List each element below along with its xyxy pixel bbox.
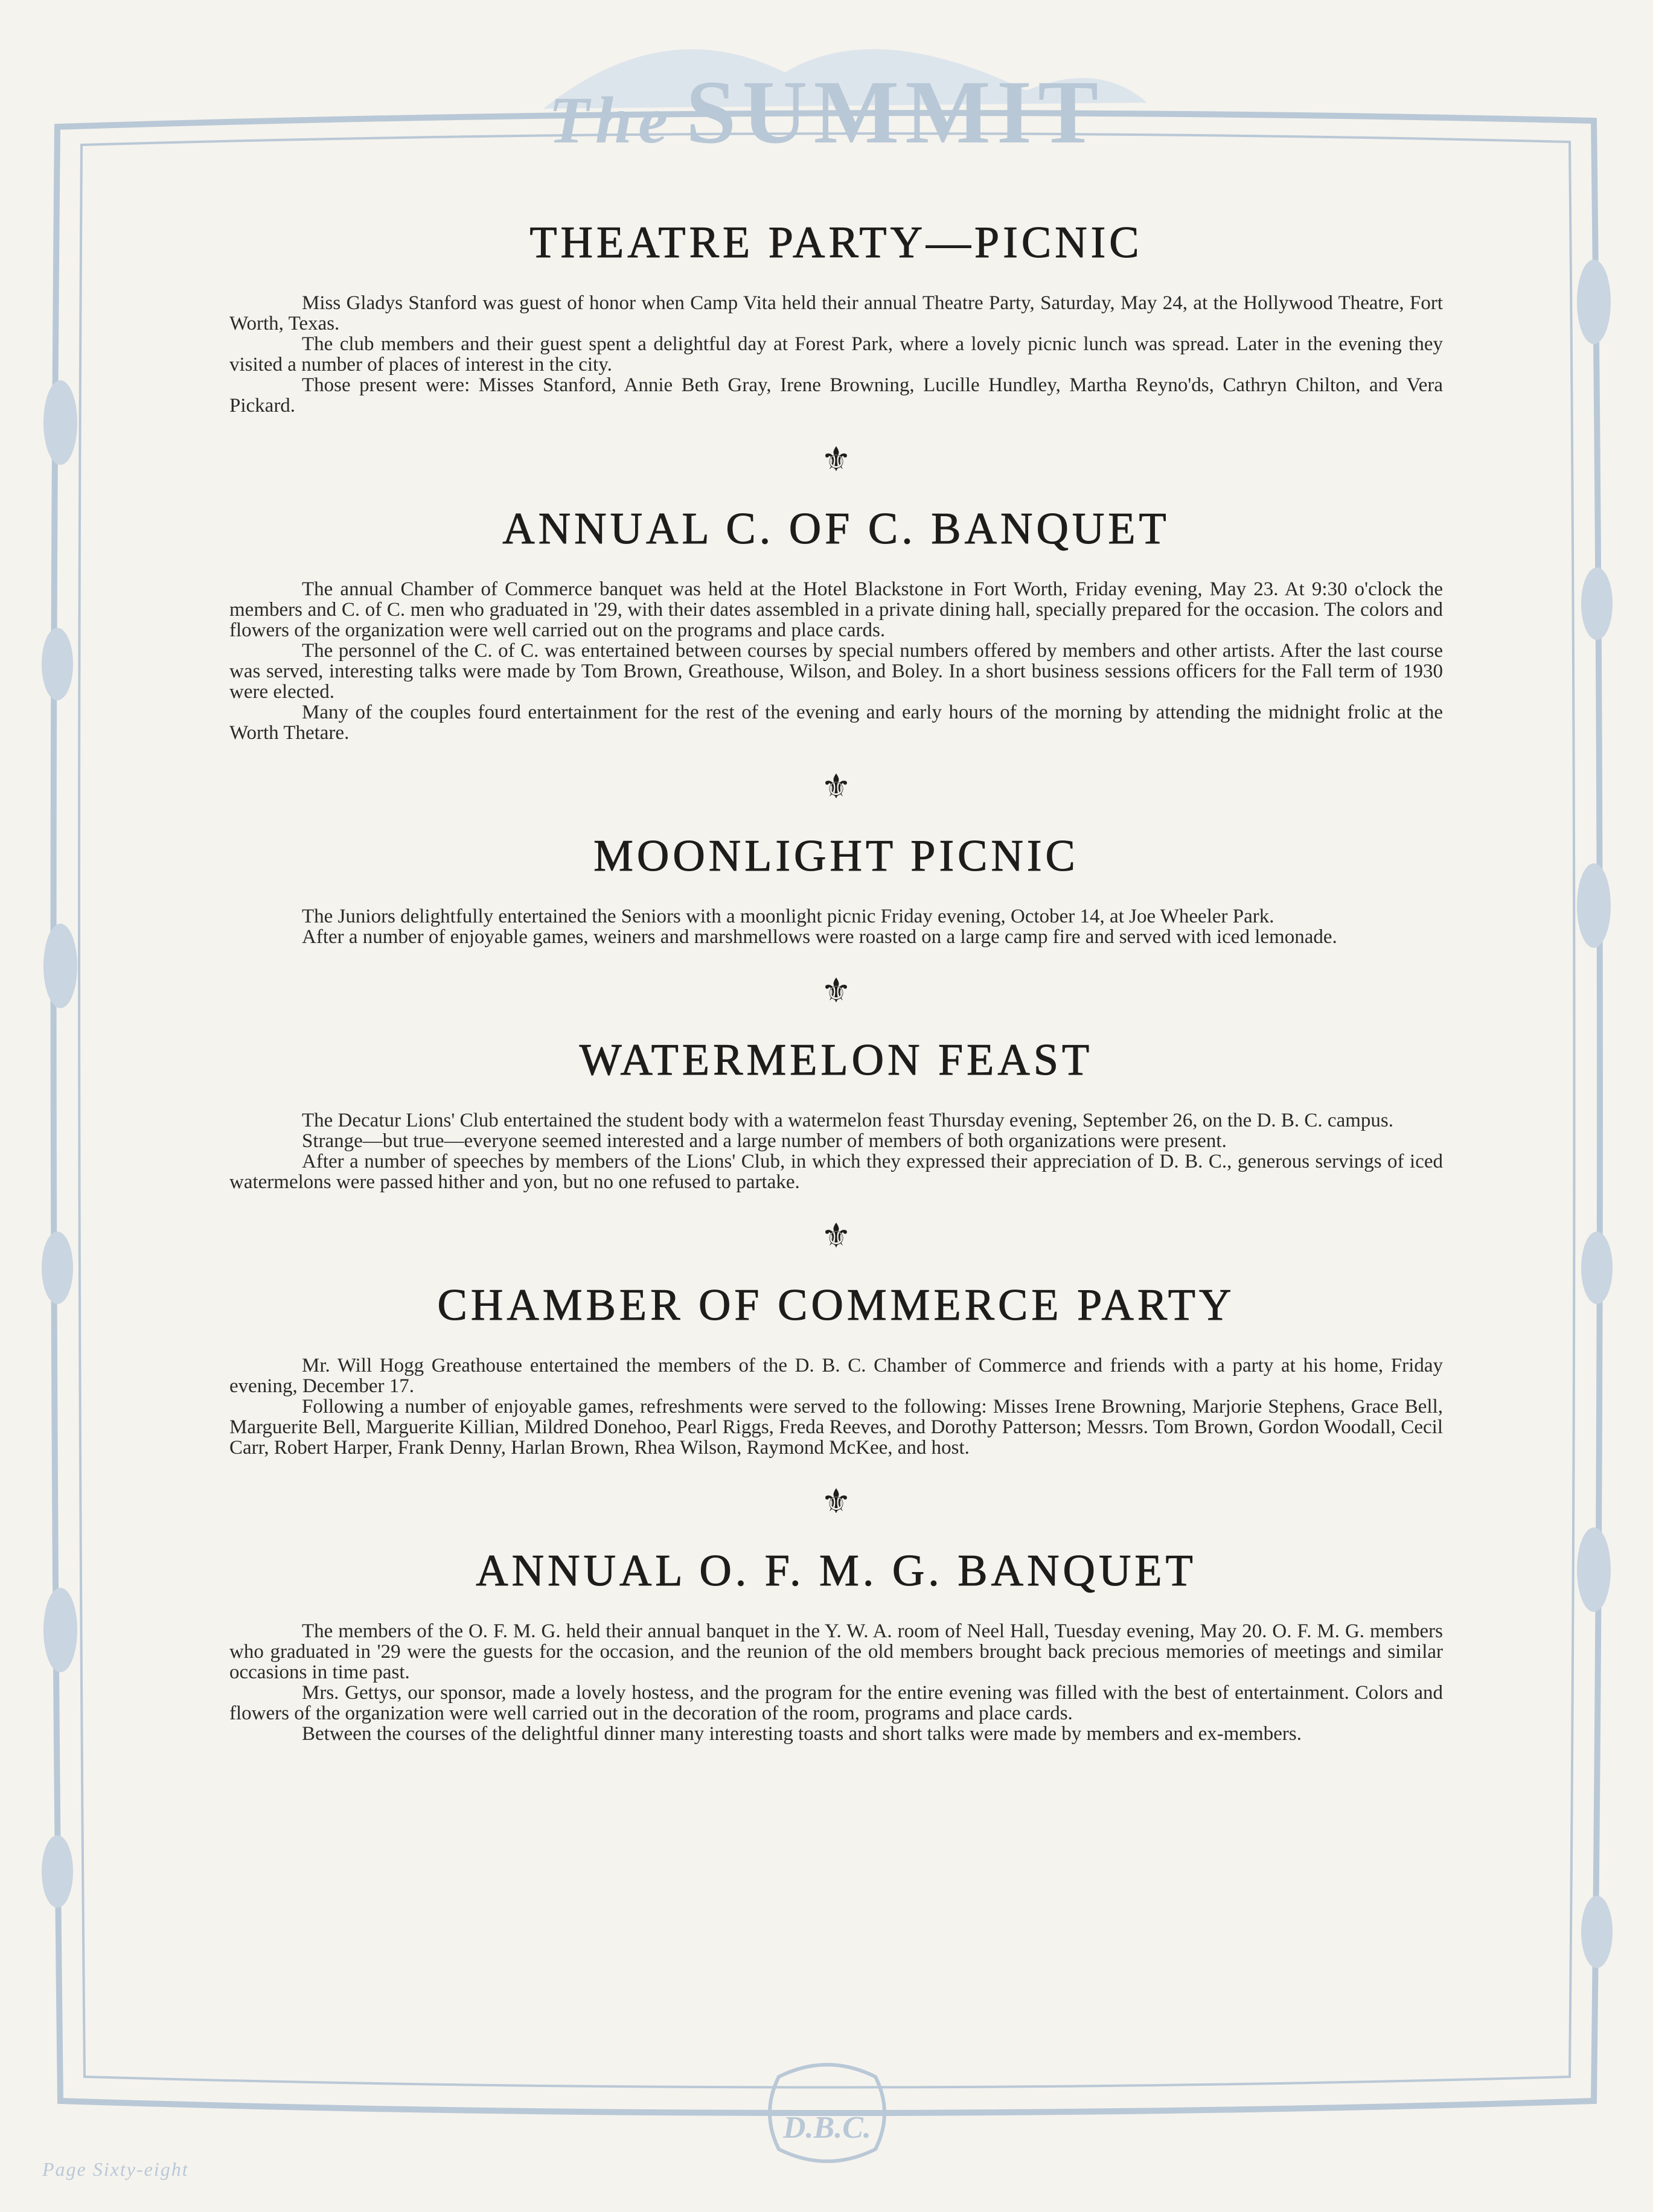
article-paragraph: Between the courses of the delightful dinner many interesting toasts and short talks were made by members and ex-members. bbox=[302, 1723, 1302, 1745]
dbc-seal: D.B.C. bbox=[783, 2111, 871, 2145]
page-number: Page Sixty-eight bbox=[42, 2158, 189, 2180]
ornament-divider-icon: ⚜ bbox=[820, 1216, 852, 1256]
article-paragraph: Mrs. Gettys, our sponsor, made a lovely hostess, and the program for the entire evening was filled with the best of entertainment. Colors and flowers of the organization were well carried out in the decoration of the room, programs and place cards. bbox=[229, 1682, 1443, 1724]
article-title: ANNUAL C. OF C. BANQUET bbox=[502, 504, 1170, 554]
article bbox=[229, 1546, 1443, 1744]
article-paragraph: The Juniors delightfully entertained the Seniors with a moonlight picnic Friday evening, October 14, at Joe Wheeler Park. bbox=[302, 906, 1274, 927]
article-title: CHAMBER OF COMMERCE PARTY bbox=[437, 1280, 1235, 1330]
article-paragraph: Many of the couples fourd entertainment for the rest of the evening and early hours of the morning by attending the midnight frolic at the Worth Thetare. bbox=[229, 702, 1443, 744]
article-title: MOONLIGHT PICNIC bbox=[593, 831, 1079, 881]
article bbox=[229, 217, 1443, 416]
article-title: WATERMELON FEAST bbox=[579, 1035, 1093, 1085]
article-paragraph: The Decatur Lions' Club entertained the student body with a watermelon feast Thursday evening, September 26, on the D. B. C. campus. bbox=[302, 1110, 1393, 1131]
masthead bbox=[0, 60, 1653, 164]
article bbox=[229, 503, 1443, 743]
article bbox=[229, 1035, 1443, 1192]
article bbox=[229, 831, 1443, 947]
article-paragraph: Strange—but true—everyone seemed interested and a large number of members of both organizations were present. bbox=[302, 1130, 1227, 1152]
ornament-divider-icon: ⚜ bbox=[820, 1482, 852, 1521]
masthead-the: The bbox=[548, 83, 674, 157]
article-paragraph: The members of the O. F. M. G. held their annual banquet in the Y. W. A. room of Neel Hall, Tuesday evening, May 20. O. F. M. G. members who graduated in '29 were the guests for the occasion, and the reunion of the old members brought back precious memories of meetings and similar occasions in time past. bbox=[229, 1620, 1443, 1683]
article-paragraph: After a number of speeches by members of the Lions' Club, in which they expressed their appreciation of D. B. C., generous servings of iced watermelons were passed hither and yon, but no one refused to partake. bbox=[229, 1151, 1443, 1193]
article bbox=[229, 1280, 1443, 1458]
article-paragraph: The personnel of the C. of C. was entertained between courses by special numbers offered by members and other artists. After the last course was served, interesting talks were made by Tom Brown, Greathouse, Wilson, and Boley. In a short business sessions officers for the Fall term of 1930 were elected. bbox=[229, 640, 1443, 703]
article-title: ANNUAL O. F. M. G. BANQUET bbox=[476, 1546, 1197, 1596]
article-paragraph: Miss Gladys Stanford was guest of honor when Camp Vita held their annual Theatre Party, Saturday, May 24, at the Hollywood Theatre, Fort Worth, Texas. bbox=[229, 292, 1443, 334]
article-paragraph: The club members and their guest spent a delightful day at Forest Park, where a lovely picnic lunch was spread. Later in the evening they visited a number of places of interest in the city. bbox=[229, 333, 1443, 376]
masthead-title: SUMMIT bbox=[685, 62, 1105, 162]
page-content bbox=[229, 205, 1443, 1744]
article-paragraph: Mr. Will Hogg Greathouse entertained the members of the D. B. C. Chamber of Commerce and friends with a party at his home, Friday evening, December 17. bbox=[229, 1355, 1443, 1397]
article-paragraph: Those present were: Misses Stanford, Annie Beth Gray, Irene Browning, Lucille Hundley, Martha Reyno'ds, Cathryn Chilton, and Vera Pickard. bbox=[229, 374, 1443, 417]
article-title: THEATRE PARTY—PICNIC bbox=[529, 218, 1143, 267]
ornament-divider-icon: ⚜ bbox=[820, 440, 852, 479]
ornament-divider-icon: ⚜ bbox=[820, 767, 852, 807]
ornament-divider-icon: ⚜ bbox=[820, 971, 852, 1011]
article-paragraph: After a number of enjoyable games, weiners and marshmellows were roasted on a large camp fire and served with iced lemonade. bbox=[302, 926, 1337, 948]
article-paragraph: The annual Chamber of Commerce banquet was held at the Hotel Blackstone in Fort Worth, Friday evening, May 23. At 9:30 o'clock the members and C. of C. men who graduated in '29, with their dates assembled in a private dining hall, specially prepared for the occasion. The colors and flowers of the organization were well carried out on the programs and place cards. bbox=[229, 578, 1443, 641]
article-paragraph: Following a number of enjoyable games, refreshments were served to the following: Misses Irene Browning, Marjorie Stephens, Grace Bell, Marguerite Bell, Marguerite Killian, Mildred Donehoo, Pearl Riggs, Freda Reeves, and Dorothy Patterson; Messrs. Tom Brown, Gordon Woodall, Cecil Carr, Robert Harper, Frank Denny, Harlan Brown, Rhea Wilson, Raymond McKee, and host. bbox=[229, 1396, 1443, 1459]
